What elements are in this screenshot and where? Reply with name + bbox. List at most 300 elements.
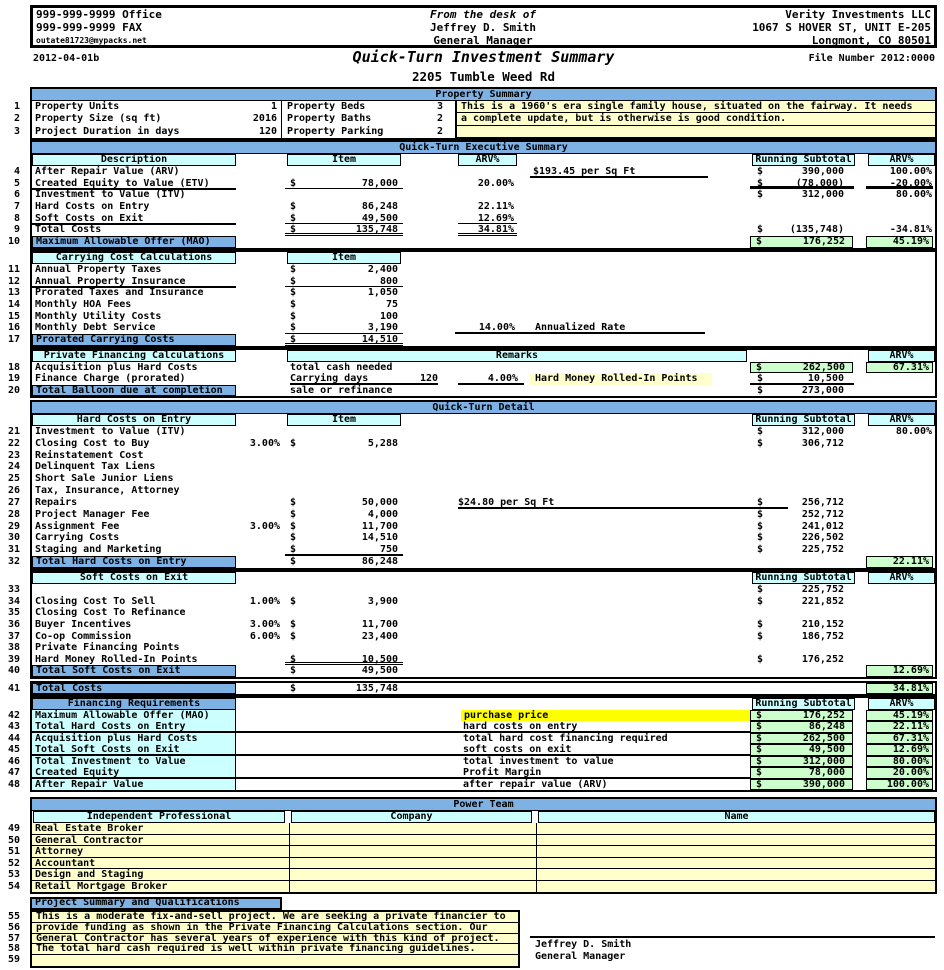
table-row — [7, 449, 935, 462]
currency-symbol: $ — [757, 630, 764, 642]
section-total-costs — [7, 681, 937, 696]
row-number: 8 — [13, 212, 20, 224]
row-number: 22 — [7, 437, 20, 449]
table-row — [7, 373, 935, 385]
table-row — [13, 201, 935, 213]
running-subtotal: 256,712 — [801, 496, 844, 508]
row-number: 46 — [7, 755, 20, 767]
row-label: Finance Charge (prorated) — [35, 373, 186, 385]
divider — [281, 126, 282, 138]
row-number: 18 — [7, 362, 20, 373]
row-number: 56 — [7, 921, 20, 933]
row-number: 1 — [13, 101, 20, 112]
divider — [536, 823, 537, 834]
running-subtotal: 262,500 — [802, 362, 845, 373]
item-amount: 86,248 — [361, 201, 398, 213]
name-cell — [541, 846, 931, 857]
currency-symbol: $ — [290, 299, 297, 311]
column-header: Item — [287, 414, 401, 426]
column-headers — [32, 350, 935, 362]
item-amount: 11,700 — [361, 618, 398, 630]
item-amount: 5,288 — [367, 437, 398, 449]
column-header: Item — [287, 154, 401, 166]
row-label: Soft Costs on Exit — [35, 212, 144, 224]
running-subtotal: 176,252 — [801, 653, 844, 665]
row-number: 35 — [7, 607, 20, 619]
currency-symbol: $ — [290, 212, 297, 224]
table-row-total — [7, 384, 935, 396]
row-number: 29 — [7, 520, 20, 532]
currency-symbol: $ — [290, 437, 297, 449]
row-number: 32 — [7, 556, 20, 568]
table-row — [7, 299, 935, 311]
currency-symbol: $ — [757, 496, 764, 508]
row-value: 2 — [436, 125, 443, 137]
professional-label: General Contractor — [35, 834, 144, 846]
currency-symbol: $ — [757, 224, 764, 236]
row-number: 54 — [7, 880, 20, 892]
result-box: 20.00% — [866, 767, 933, 778]
row-label: Created Equity to Value (ETV) — [35, 177, 210, 189]
column-header: Remarks — [287, 350, 747, 362]
running-subtotal: 221,852 — [801, 595, 844, 607]
remark-text: total hard cost financing required — [463, 732, 668, 744]
running-subtotal: 262,500 — [802, 732, 845, 744]
table-row-total — [7, 556, 935, 568]
divider — [536, 881, 537, 893]
arv-percent: 12.69% — [477, 212, 514, 224]
result-box — [750, 744, 853, 755]
row-label: Investment to Value (ITV) — [35, 189, 186, 201]
section-banner: Power Team — [32, 799, 935, 811]
currency-symbol: $ — [290, 264, 297, 275]
column-header: ARV% — [868, 154, 935, 166]
item-amount: 1,050 — [367, 287, 398, 299]
currency-symbol: $ — [290, 177, 297, 189]
column-headers — [32, 252, 935, 264]
row-label: Reinstatement Cost — [35, 449, 144, 461]
row-label: Private Financing Points — [35, 642, 180, 654]
table-row — [13, 189, 935, 201]
currency-symbol: $ — [290, 201, 297, 213]
currency-symbol: $ — [757, 584, 764, 595]
column-headers — [32, 698, 935, 710]
row-label: Project Duration in days — [35, 125, 180, 137]
table-row — [7, 755, 935, 767]
company-address: 1067 S HOVER ST, UNIT E-205 — [752, 21, 931, 34]
remark-text: soft costs on exit — [463, 744, 572, 756]
row-number: 11 — [7, 264, 20, 275]
row-number: 26 — [7, 485, 20, 497]
professional-label: Design and Staging — [35, 869, 144, 880]
table-row — [7, 520, 935, 533]
item-amount: 135,748 — [355, 683, 398, 694]
item-amount: 3,190 — [367, 322, 398, 334]
row-number: 17 — [7, 334, 20, 346]
item-amount: 14,510 — [361, 532, 398, 544]
table-row — [7, 618, 935, 631]
note-text: $193.45 per Sq Ft — [533, 166, 636, 177]
row-label: Total Soft Costs on Exit — [32, 744, 236, 755]
row-label: Acquisition plus Hard Costs — [32, 733, 236, 744]
table-row — [7, 584, 935, 596]
currency-symbol: $ — [290, 334, 297, 346]
total-label-box: Maximum Allowable Offer (MAO) — [32, 236, 236, 248]
item-amount: 800 — [379, 275, 398, 287]
professional-label: Real Estate Broker — [35, 823, 144, 834]
section-power-team — [7, 797, 937, 894]
row-label: Annual Property Taxes — [35, 264, 162, 275]
carrying-days-value: 120 — [419, 373, 438, 385]
item-amount: 23,400 — [361, 630, 398, 642]
divider — [289, 869, 290, 880]
column-header: Carrying Cost Calculations — [32, 252, 236, 264]
row-label: Investment to Value (ITV) — [35, 426, 186, 437]
row-number: 34 — [7, 595, 20, 607]
professional-label: Retail Mortgage Broker — [35, 880, 168, 892]
company-name: Verity Investments LLC — [785, 8, 931, 21]
result-box — [750, 733, 853, 744]
item-amount: 50,000 — [361, 496, 398, 508]
section-executive-summary — [7, 140, 937, 250]
column-header: Name — [538, 811, 935, 823]
row-label: Prorated Taxes and Insurance — [35, 287, 204, 299]
column-header: ARV% — [868, 572, 935, 584]
divider — [289, 846, 290, 857]
company-cell — [294, 881, 532, 893]
table-row — [7, 710, 935, 721]
table-row — [13, 113, 935, 125]
row-number: 50 — [7, 834, 20, 846]
row-label: Total Investment to Value — [32, 756, 236, 767]
fax-phone: 999-999-9999 FAX — [36, 21, 142, 34]
row-number: 15 — [7, 310, 20, 322]
currency-symbol: $ — [757, 177, 764, 189]
item-amount: 49,500 — [361, 665, 398, 677]
divider — [536, 858, 537, 869]
row-number: 44 — [7, 732, 20, 744]
table-row — [7, 642, 935, 654]
name-cell — [541, 823, 931, 834]
currency-symbol: $ — [757, 532, 764, 544]
result-box: 34.81% — [866, 683, 933, 694]
row-number: 23 — [7, 449, 20, 461]
running-subtotal: 78,000 — [808, 767, 845, 779]
running-subtotal: 273,000 — [801, 384, 844, 396]
table-row — [13, 166, 935, 178]
currency-symbol: $ — [290, 618, 297, 630]
running-subtotal: 210,152 — [801, 618, 844, 630]
percent-value: 3.00% — [249, 618, 280, 630]
total-label-box: Total Balloon due at completion — [32, 385, 236, 396]
arv-percent: 80.00% — [895, 426, 932, 437]
currency-symbol: $ — [290, 630, 297, 642]
name-cell — [541, 858, 931, 869]
table-row — [7, 485, 935, 497]
row-number: 3 — [13, 125, 20, 137]
section-banner: Quick-Turn Detail — [32, 402, 935, 414]
percent-value: 3.00% — [249, 520, 280, 532]
table-row — [7, 721, 935, 733]
signature-title: General Manager — [535, 951, 626, 962]
column-header: Running Subtotal — [752, 154, 855, 166]
column-headers — [32, 572, 935, 584]
row-label: Maximum Allowable Offer (MAO) — [32, 710, 236, 721]
column-header: ARV% — [868, 414, 935, 426]
currency-symbol: $ — [757, 595, 764, 607]
section-property-summary — [13, 87, 937, 140]
currency-symbol: $ — [757, 520, 764, 532]
row-label: Created Equity — [32, 767, 236, 778]
row-label: Property Units — [35, 101, 120, 112]
letterhead — [30, 5, 937, 48]
row-value: 1 — [270, 101, 277, 112]
row-label: Acquisition plus Hard Costs — [35, 362, 198, 373]
row-number: 57 — [7, 932, 20, 944]
manager-title: General Manager — [433, 34, 533, 47]
row-number: 43 — [7, 721, 20, 733]
divider — [289, 823, 290, 834]
row-number: 49 — [7, 823, 20, 834]
column-header: Hard Costs on Entry — [32, 414, 236, 426]
item-amount: 4,000 — [367, 508, 398, 520]
table-row-total — [7, 236, 935, 248]
currency-symbol: $ — [757, 426, 764, 437]
signature-name: Jeffrey D. Smith — [535, 939, 632, 950]
desk-label: From the desk of — [430, 8, 536, 21]
table-row — [7, 287, 935, 299]
table-row-total — [7, 665, 935, 677]
row-number: 48 — [7, 778, 20, 790]
professional-label: Accountant — [35, 857, 96, 869]
item-amount: 78,000 — [361, 177, 398, 189]
row-label: Project Manager Fee — [35, 508, 150, 520]
points-percent: 4.00% — [487, 373, 518, 385]
table-row — [7, 595, 935, 608]
row-label: Property Size (sq ft) — [35, 113, 162, 125]
table-row — [7, 532, 935, 544]
percent-value: 3.00% — [249, 437, 280, 449]
row-label: Closing Cost To Refinance — [35, 607, 186, 619]
arv-percent: 22.11% — [477, 201, 514, 213]
total-label-box: Prorated Carrying Costs — [32, 334, 236, 346]
divider — [536, 846, 537, 857]
running-subtotal: 252,712 — [801, 508, 844, 520]
row-number: 41 — [7, 683, 20, 694]
running-subtotal: 49,500 — [808, 744, 845, 756]
item-amount: 135,748 — [355, 224, 398, 236]
column-headers — [32, 154, 935, 166]
row-label: Total Hard Costs on Entry — [32, 721, 236, 732]
currency-symbol: $ — [290, 287, 297, 299]
section-soft-costs — [7, 570, 937, 679]
table-row — [7, 846, 935, 858]
row-label: Staging and Marketing — [35, 544, 162, 556]
row-number: 27 — [7, 496, 20, 508]
table-row — [7, 473, 935, 485]
column-header: Running Subtotal — [752, 414, 855, 426]
remark-text: Carrying days — [290, 373, 369, 385]
row-label: Short Sale Junior Liens — [35, 473, 174, 485]
row-label: Hard Costs on Entry — [35, 201, 150, 213]
row-number: 13 — [7, 287, 20, 299]
result-box: 45.19% — [866, 236, 933, 248]
row-number: 28 — [7, 508, 20, 520]
currency-symbol: $ — [757, 653, 764, 665]
table-row — [7, 544, 935, 556]
result-box: 45.19% — [866, 710, 933, 721]
highlighted-note: Hard Money Rolled-In Points — [530, 373, 712, 384]
currency-symbol: $ — [290, 310, 297, 322]
email: outate81723@mypacks.net — [36, 36, 147, 45]
summary-text: This is a moderate fix-and-sell project. We are seeking a private financier to — [36, 911, 506, 922]
result-box: 67.31% — [866, 733, 933, 744]
arv-percent: 80.00% — [895, 189, 932, 201]
row-number: 21 — [7, 426, 20, 437]
currency-symbol: $ — [756, 732, 763, 744]
total-label-box: Total Soft Costs on Exit — [32, 665, 236, 677]
company-city: Longmont, CO 80501 — [811, 34, 931, 47]
row-number: 9 — [13, 224, 20, 236]
column-header: Soft Costs on Exit — [32, 572, 236, 584]
row-value: 2016 — [252, 113, 277, 125]
signature-line — [530, 936, 935, 938]
summary-text: provide funding as shown in the Private Financing Calculations section. Our — [36, 921, 488, 933]
result-box — [750, 767, 853, 778]
running-subtotal: 225,752 — [801, 544, 844, 556]
running-subtotal: (135,748) — [789, 224, 844, 236]
percent-value: 6.00% — [249, 630, 280, 642]
name-cell — [541, 881, 931, 893]
running-subtotal: 176,252 — [802, 236, 845, 248]
result-box — [750, 710, 853, 721]
row-label: Property Beds — [287, 101, 366, 112]
divider — [281, 113, 282, 125]
row-number: 30 — [7, 532, 20, 544]
running-subtotal: 176,252 — [802, 710, 845, 721]
row-value: 3 — [436, 101, 443, 112]
column-header: Company — [291, 811, 532, 823]
currency-symbol: $ — [756, 710, 763, 721]
section-private-financing — [7, 348, 937, 398]
table-row — [7, 744, 935, 756]
divider — [281, 101, 282, 113]
property-address: 2205 Tumble Weed Rd — [412, 69, 555, 84]
currency-symbol: $ — [757, 384, 764, 396]
row-label: Delinquent Tax Liens — [35, 461, 156, 473]
row-number: 4 — [13, 166, 20, 177]
running-subtotal: 390,000 — [801, 166, 844, 177]
manager-name: Jeffrey D. Smith — [430, 21, 536, 34]
arv-percent: 34.81% — [477, 224, 514, 236]
divider — [289, 858, 290, 869]
row-label: Carrying Costs — [35, 532, 120, 544]
currency-symbol: $ — [756, 755, 763, 767]
arv-percent: 20.00% — [477, 177, 514, 189]
row-label: Property Parking — [287, 125, 384, 137]
row-label: Monthly HOA Fees — [35, 299, 132, 311]
remark-text: total cash needed — [290, 362, 393, 373]
result-box: 12.69% — [866, 744, 933, 755]
column-header: Item — [287, 252, 401, 264]
highlighted-remark: purchase price — [461, 710, 751, 721]
table-row — [7, 264, 935, 276]
summary-line — [7, 943, 518, 955]
company-cell — [294, 823, 532, 834]
divider — [289, 835, 290, 846]
row-number: 20 — [7, 384, 20, 396]
doc-version: 2012-04-01b — [33, 53, 100, 64]
row-number: 45 — [7, 744, 20, 756]
row-number: 10 — [7, 236, 20, 248]
row-value: 2 — [436, 113, 443, 125]
row-label: Monthly Utility Costs — [35, 310, 162, 322]
arv-percent: -20.00% — [889, 177, 932, 189]
arv-percent: -34.81% — [889, 224, 932, 236]
currency-symbol: $ — [290, 508, 297, 520]
running-subtotal: 312,000 — [801, 426, 844, 437]
row-number: 7 — [13, 201, 20, 213]
professional-label: Attorney — [35, 846, 84, 857]
summary-text: The total hard cash required is well within private financing guidelines. — [36, 943, 476, 955]
row-label: Closing Cost To Sell — [35, 595, 156, 607]
property-note: This is a 1960's era single family house, situated on the fairway. It needs — [455, 101, 935, 113]
divider — [536, 835, 537, 846]
arv-percent: 100.00% — [889, 166, 932, 177]
running-subtotal: 226,502 — [801, 532, 844, 544]
table-row — [7, 322, 935, 334]
item-amount: 14,510 — [361, 334, 398, 346]
table-row — [7, 732, 935, 744]
section-banner: Property Summary — [32, 89, 935, 101]
page-title: Quick-Turn Investment Summary — [352, 48, 615, 66]
remark-text: hard costs on entry — [463, 721, 578, 733]
table-row — [7, 496, 935, 509]
row-number: 58 — [7, 943, 20, 955]
section-financing-requirements — [7, 696, 937, 792]
item-amount: 100 — [379, 310, 398, 322]
remark-text: sale or refinance — [290, 384, 393, 396]
currency-symbol: $ — [756, 236, 763, 248]
table-row-total — [7, 683, 935, 694]
row-label: Co-op Commission — [35, 630, 132, 642]
row-number: 37 — [7, 630, 20, 642]
table-row — [7, 630, 935, 643]
row-value: 120 — [258, 125, 277, 137]
running-subtotal: 10,500 — [807, 373, 844, 385]
currency-symbol: $ — [290, 683, 297, 694]
remark-text: Profit Margin — [463, 767, 542, 779]
table-row — [7, 857, 935, 870]
currency-symbol: $ — [290, 532, 297, 544]
row-label: Repairs — [35, 496, 78, 508]
result-box — [750, 756, 853, 767]
table-row — [7, 653, 935, 666]
annualized-rate-percent: 14.00% — [478, 322, 515, 334]
currency-symbol: $ — [290, 322, 297, 334]
column-header: Private Financing Calculations — [32, 350, 236, 362]
row-number: 14 — [7, 299, 20, 311]
company-cell — [294, 835, 532, 846]
section-hard-costs — [7, 400, 937, 570]
table-row — [13, 125, 935, 138]
row-number: 36 — [7, 618, 20, 630]
total-label-box: Total Costs — [32, 683, 236, 694]
result-box — [750, 721, 853, 732]
running-subtotal: 186,752 — [801, 630, 844, 642]
section-banner: Quick-Turn Executive Summary — [32, 142, 935, 154]
table-row — [13, 224, 935, 236]
